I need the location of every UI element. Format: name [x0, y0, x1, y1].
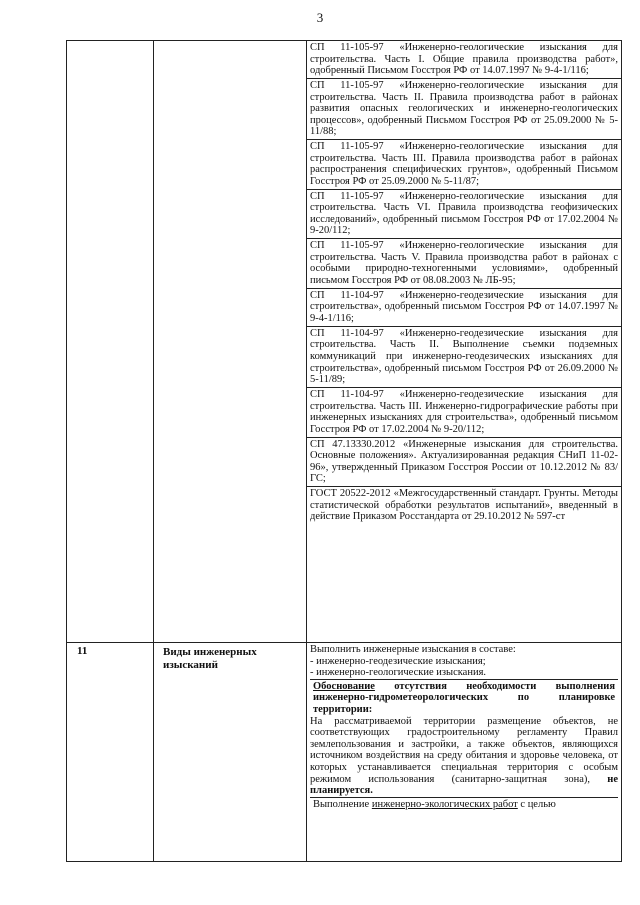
row-title: Виды инженерных изысканий	[163, 646, 257, 671]
reference-item: СП 11-104-97 «Инженерно-геодезические изыскания для строительства», одобренный письмом Госстроя РФ от 14.07.1997 № 9-4-1/116;	[307, 288, 621, 325]
reference-item: СП 11-105-97 «Инженерно-геологические изыскания для строительства. Часть II. Правила производства работ в районах развития опасных геологических и инженерно-геологических процессов», одобренный Письмом Госстроя РФ от 25.09.2000 № 5-11/88;	[307, 78, 621, 138]
list-item: - инженерно-геологические изыскания.	[310, 667, 487, 679]
last-prefix: Выполнение	[313, 798, 372, 810]
name-cell	[154, 41, 307, 643]
number-cell	[67, 643, 154, 862]
number-cell	[67, 41, 154, 643]
reference-item: СП 11-105-97 «Инженерно-геологические изыскания для строительства. Часть I. Общие правила производства работ», одобренный Письмом Госстроя РФ от 14.07.1997 № 9-4-1/116;	[310, 42, 618, 77]
table-row	[67, 41, 622, 643]
reference-item: СП 11-104-97 «Инженерно-геодезические изыскания для строительства. Часть III. Инженерно-гидрографические работы при инженерных изысканиях для строительства», одобренный письмом Госстроя РФ от 17.02.2004 № 9-20/112;	[307, 387, 621, 435]
not-planned: не планируется.	[310, 773, 619, 797]
reference-item: СП 47.13330.2012 «Инженерные изыскания для строительства. Основные положения». Актуализированная редакция СНиП 11-02-96», утвержденный Приказом Госстроя России от 10.12.2012 № 83/ГС;	[307, 437, 621, 485]
reference-item: ГОСТ 20522-2012 «Межгосударственный стандарт. Грунты. Методы статистической обработки результатов испытаний», введенный в действие Приказом Росстандарта от 29.10.2012 № 597-ст	[307, 486, 621, 523]
last-line	[310, 797, 618, 811]
reference-item: СП 11-105-97 «Инженерно-геологические изыскания для строительства. Часть VI. Правила производства геофизических исследований», одобренный письмом Госстроя РФ от 17.02.2004 № 9-20/112;	[307, 189, 621, 237]
last-suffix: с целью	[517, 798, 556, 810]
reference-item: СП 11-105-97 «Инженерно-геологические изыскания для строительства. Часть V. Правила производства работ в районах с особыми природно-техногенными условиями», одобренный письмом Госстроя РФ от 08.08.2003 № ЛБ-95;	[307, 238, 621, 286]
table-row	[67, 643, 622, 862]
page-number: 3	[316, 10, 324, 25]
content-cell	[307, 643, 622, 862]
row-number: 11	[77, 645, 88, 657]
last-underlined: инженерно-экологических работ	[371, 798, 518, 810]
justification-rest: отсутствия необходимости выполнения инженерно-гидрометеорологических по планировке территории:	[313, 680, 615, 715]
body-main: На рассматриваемой территории размещение объектов, не соответствующих градостроительному регламенту Правил землепользования и застройки, а также объектов, являющихся источником воздействия на среду обитания и здоровье человека, от которых устанавливается специальная территория с особым режимом использования (санитарно-защитная зона),	[310, 715, 618, 785]
name-cell	[154, 643, 307, 862]
body-text	[310, 716, 618, 797]
justification-word: Обоснование	[313, 680, 375, 692]
intro-text: Выполнить инженерные изыскания в составе:	[310, 644, 516, 655]
list-item: - инженерно-геодезические изыскания;	[310, 655, 486, 667]
reference-item: СП 11-104-97 «Инженерно-геодезические изыскания для строительства. Часть II. Выполнение съемки подземных коммуникаций при инженерно-геодезических изысканиях для строительства», одобренный письмом Госстроя РФ от 26.09.2000 № 5-11/89;	[307, 326, 621, 386]
reference-item: СП 11-105-97 «Инженерно-геологические изыскания для строительства. Часть III. Правила производства работ в районах распространения специфических грунтов», одобренный Письмом Госстроя РФ от 25.09.2000 № 5-11/87;	[307, 139, 621, 187]
content-cell	[307, 41, 622, 643]
justification-heading	[310, 679, 618, 716]
requirements-table	[66, 40, 622, 862]
